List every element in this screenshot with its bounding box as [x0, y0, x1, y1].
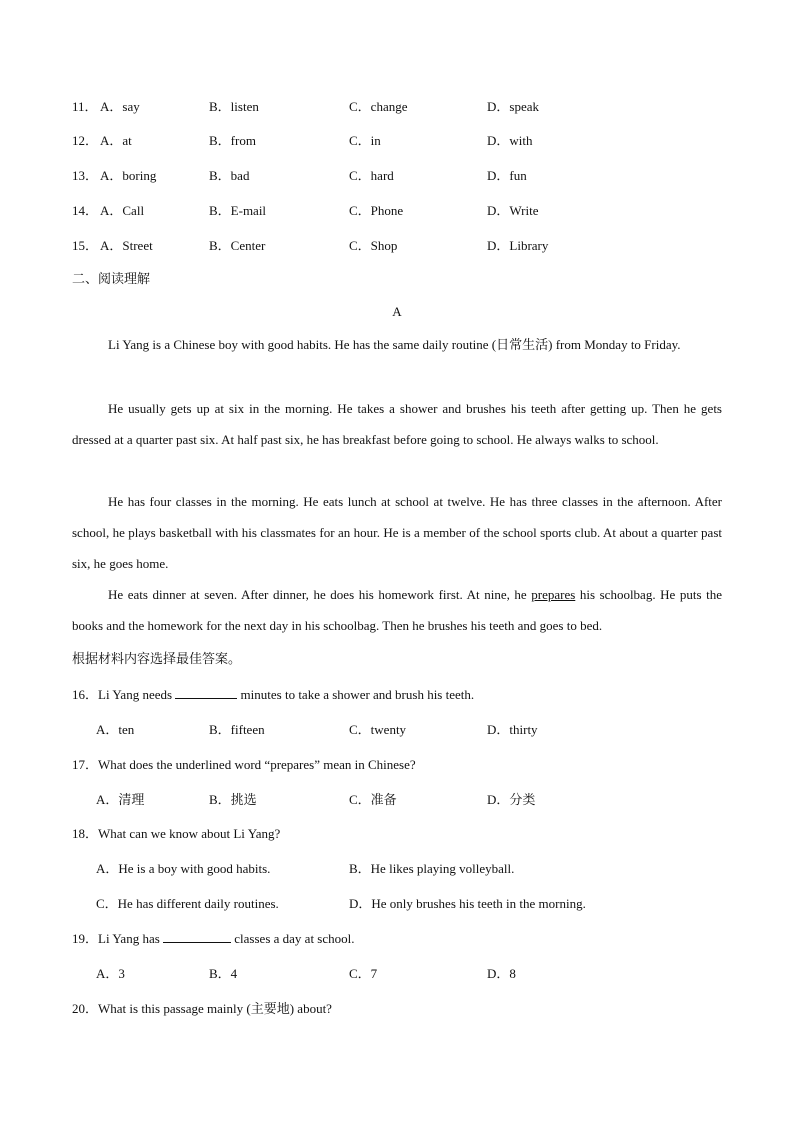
option-c: C．in — [349, 133, 381, 148]
q16-option-a: A．ten — [96, 722, 135, 737]
option-c: C．hard — [349, 168, 394, 183]
option-c: C．change — [349, 99, 408, 114]
instruction: 根据材料内容选择最佳答案。 — [72, 652, 242, 667]
option-b: B．listen — [209, 99, 259, 114]
q19-option-c: C．7 — [349, 966, 378, 981]
option-b: B．Center — [209, 238, 266, 253]
question-18: 18．What can we know about Li Yang? — [72, 826, 281, 841]
q17-option-b: B．挑选 — [209, 792, 257, 807]
q18-option-c: C．He has different daily routines. — [96, 896, 279, 911]
q19-option-a: A．3 — [96, 966, 125, 981]
section-heading: 二、阅读理解 — [72, 272, 151, 287]
q19-option-b: B．4 — [209, 966, 238, 981]
question-19: 19．Li Yang has classes a day at school. — [72, 931, 355, 946]
question-number: 11． — [72, 99, 98, 114]
mc-row-11 — [72, 96, 732, 116]
question-20: 20．What is this passage mainly (主要地) about? — [72, 1001, 332, 1016]
q17-option-a: A．清理 — [96, 792, 145, 807]
q16-option-c: C．twenty — [349, 722, 407, 737]
question-number: 12． — [72, 133, 99, 148]
option-b: B．from — [209, 133, 256, 148]
passage-title: A — [392, 304, 402, 319]
option-c: C．Phone — [349, 203, 404, 218]
mc-row-12 — [72, 130, 732, 150]
q18-option-a: A．He is a boy with good habits. — [96, 861, 271, 876]
answer-blank[interactable] — [175, 687, 237, 699]
question-17: 17．What does the underlined word “prepares” mean in Chinese? — [72, 757, 416, 772]
question-16: 16．Li Yang needs minutes to take a shower and brush his teeth. — [72, 687, 475, 702]
option-d: D．with — [487, 133, 533, 148]
option-a: A．say — [100, 99, 140, 114]
option-d: D．speak — [487, 99, 539, 114]
question-number: 14． — [72, 203, 99, 218]
passage-paragraph-3: He has four classes in the morning. He eats lunch at school at twelve. He has three classes in the afternoon. After school, he plays basketball with his classmates for an hour. He is a member of the school sports club. At about a quarter past six, he goes home. — [72, 494, 722, 571]
underlined-word: prepares — [531, 587, 576, 602]
answer-blank[interactable] — [163, 931, 231, 943]
question-number: 13． — [72, 168, 99, 183]
option-a: A．Call — [100, 203, 145, 218]
q18-option-d: D．He only brushes his teeth in the morning. — [349, 896, 586, 911]
mc-row-15 — [72, 235, 732, 255]
q16-option-d: D．thirty — [487, 722, 538, 737]
option-d: D．fun — [487, 168, 527, 183]
option-d: D．Write — [487, 203, 539, 218]
question-number: 15． — [72, 238, 99, 253]
option-b: B．E-mail — [209, 203, 267, 218]
option-d: D．Library — [487, 238, 549, 253]
q17-option-c: C．准备 — [349, 792, 397, 807]
option-a: A．Street — [100, 238, 153, 253]
option-a: A．boring — [100, 168, 157, 183]
option-a: A．at — [100, 133, 132, 148]
option-b: B．bad — [209, 168, 250, 183]
passage-paragraph-1: Li Yang is a Chinese boy with good habits. He has the same daily routine (日常生活) from Monday to Friday. — [108, 337, 681, 352]
q19-option-d: D．8 — [487, 966, 516, 981]
mc-row-14 — [72, 200, 732, 220]
option-c: C．Shop — [349, 238, 398, 253]
mc-row-13 — [72, 165, 732, 185]
passage-paragraph-2: He usually gets up at six in the morning. He takes a shower and brushes his teeth after getting up. Then he gets dressed at a quarter past six. At half past six, he has breakfast before going to school. He always walks to school. — [72, 401, 722, 447]
q16-option-b: B．fifteen — [209, 722, 265, 737]
q18-option-b: B．He likes playing volleyball. — [349, 861, 515, 876]
q17-option-d: D．分类 — [487, 792, 536, 807]
passage-paragraph-4: He eats dinner at seven. After dinner, he does his homework first. At nine, he prepares his schoolbag. He puts the books and the homework for the next day in his schoolbag. Then he brushes his teeth and goes to bed. — [72, 587, 722, 633]
